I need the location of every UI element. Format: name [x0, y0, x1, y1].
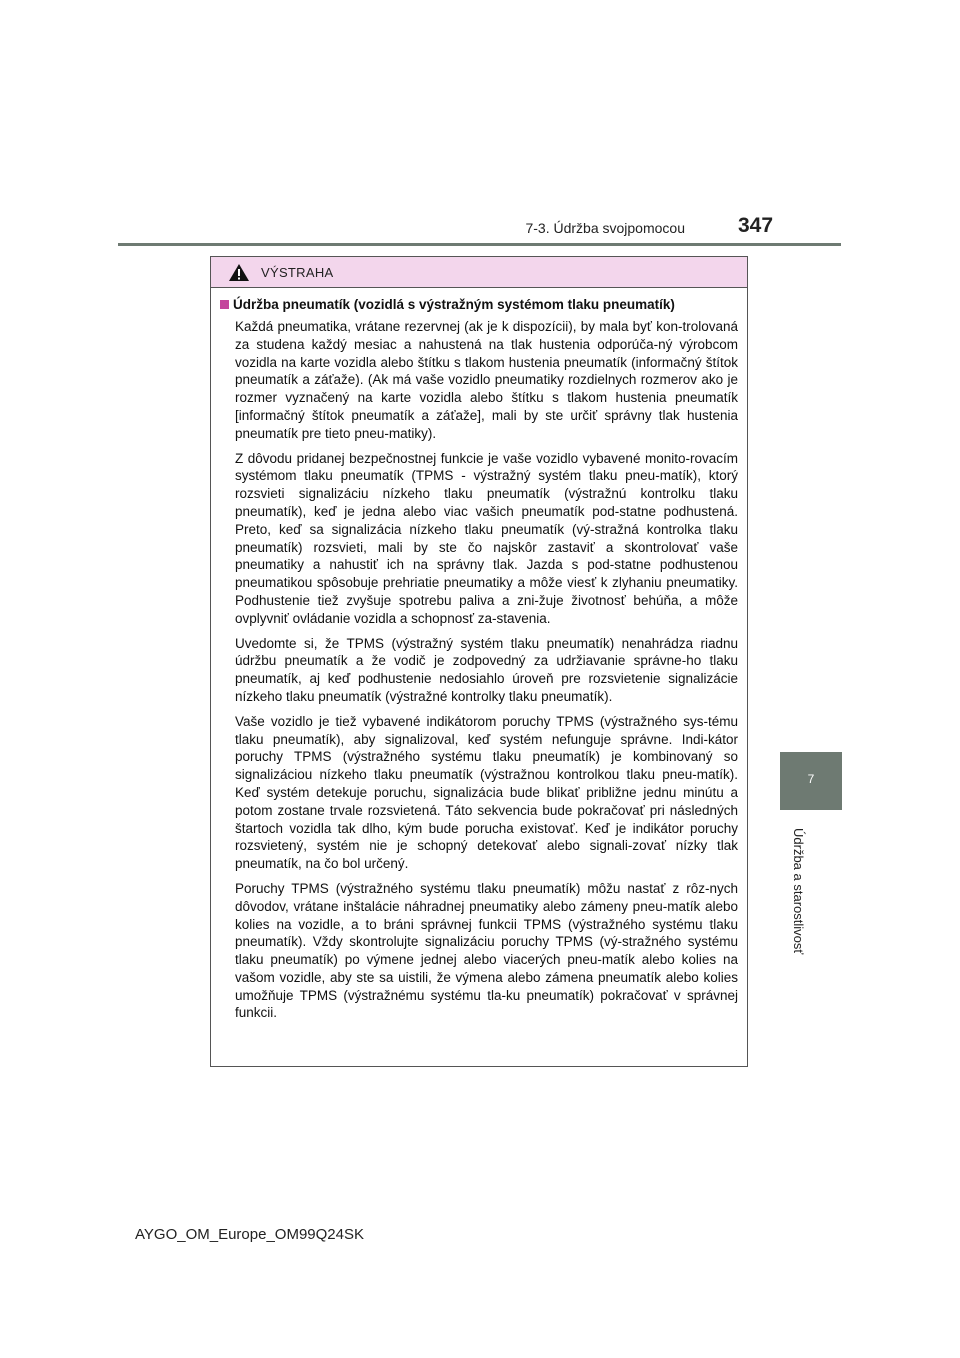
document-id: AYGO_OM_Europe_OM99Q24SK	[135, 1226, 364, 1243]
page-number: 347	[738, 214, 774, 237]
warning-paragraph: Z dôvodu pridanej bezpečnostnej funkcie je vaše vozidlo vybavené monito-rovacím systémom tlaku pneumatík (TPMS - výstražný systém tlaku pneu-matík), ktorý rozsvieti signalizáciu nízkeho tlaku pneumatík (výstražnú kontrolku tlaku pneumatík), keď je jedna alebo viac vašich pneumatík pod-statne podhustená. Preto, keď sa signalizácia nízkeho tlaku pneumatík (vý-stražná kontrolka tlaku pneumatík) rozsvieti, mali by ste čo najskôr zastaviť a skontrolovať vaše pneumatiky a nahustiť ich na správny tlak. Jazda s pod-statne podhustenou pneumatikou spôsobuje prehriatie pneumatiky a môže viesť k zlyhaniu pneumatiky. Podhustenie tiež zvyšuje spotrebu paliva a zni-žuje životnosť behúňa, a môže ovplyvniť ovládanie vozidla a schopnosť za-stavenia.	[235, 450, 738, 626]
chapter-number: 7	[807, 772, 815, 786]
warning-header	[211, 257, 747, 288]
warning-paragraph: Uvedomte si, že TPMS (výstražný systém tlaku pneumatík) nenahrádza riadnu údržbu pneumatík a že vodič je zodpovedný za udržiavanie správne-ho tlaku pneumatík, aj keď podhustenie nedosiahlo úroveň pre rozsvietenie signalizácie nízkeho tlaku pneumatík (výstražné kontrolky tlaku pneumatík).	[235, 635, 738, 704]
warning-box	[210, 256, 748, 1067]
header-divider	[118, 243, 841, 246]
warning-subheading	[218, 297, 738, 312]
warning-paragraph: Vaše vozidlo je tiež vybavené indikátorom poruchy TPMS (výstražného sys-tému tlaku pneumatík), aby signalizoval, keď systém nefunguje správne. Indi-kátor poruchy TPMS (výstražného systému tlaku pneumatík) je kombinovaný so signalizáciou nízkeho tlaku pneumatík (výstražnou kontrolkou tlaku pneu-matík). Keď systém detekuje poruchu, signalizácia bude blikať približne jednu minútu a potom zostane trvale rozsvietená. Táto sekvencia bude pokračovať pri následných štartoch vozidla tak dlho, kým bude porucha existovať. Keď je indikátor poruchy rozsvietený, systém nie je schopný detekovať alebo signali-zovať nízky tlak pneumatík, na čo bol určený.	[235, 713, 738, 872]
section-title: 7-3. Údržba svojpomocou	[525, 220, 685, 236]
warning-triangle-icon	[228, 263, 250, 282]
warning-body	[211, 288, 747, 1022]
warning-paragraph: Poruchy TPMS (výstražného systému tlaku pneumatík) môžu nastať z rôz-nych dôvodov, vrátane inštalácie náhradnej pneumatiky alebo zámeny pneu-matík alebo kolies na vozidle, a to bráni správnej funkcii TPMS (výstražného systému tlaku pneumatík). Vždy skontrolujte signalizáciu poruchy TPMS (vý-stražného systému tlaku pneumatík) po výmene jednej alebo viacerých pneu-matík alebo kolies na vašom vozidle, aby ste sa uistili, že výmena alebo zámena pneumatík alebo kolies umožňuje TPMS (výstražnému systému tla-ku pneumatík) pokračovať v správnej funkcii.	[235, 880, 738, 1021]
warning-subheading-text: Údržba pneumatík (vozidlá s výstražným systémom tlaku pneumatík)	[233, 297, 675, 312]
square-bullet-icon	[220, 300, 229, 309]
warning-paragraph: Každá pneumatika, vrátane rezervnej (ak je k dispozícii), by mala byť kon-trolovaná za studena každý mesiac a nahustená na tlak hustenia odporúča-ný výrobcom vozidla na karte vozidla alebo štítku s tlakom hustenia pneumatík (informačný štítok pneumatík a záťaže). (Ak má vaše vozidlo pneumatiky rozdielnych rozmerov ako je rozmer vyznačený na karte vozidla alebo štítku s tlakom hustenia pneumatík [informačný štítok pneumatík a záťaže], mali by ste určiť správny tlak hustenia pneumatík pre tieto pneu-matiky).	[235, 319, 738, 441]
chapter-title: Údržba a starostlivosť	[791, 828, 806, 955]
chapter-tab	[780, 752, 842, 810]
warning-title: VÝSTRAHA	[261, 264, 334, 280]
